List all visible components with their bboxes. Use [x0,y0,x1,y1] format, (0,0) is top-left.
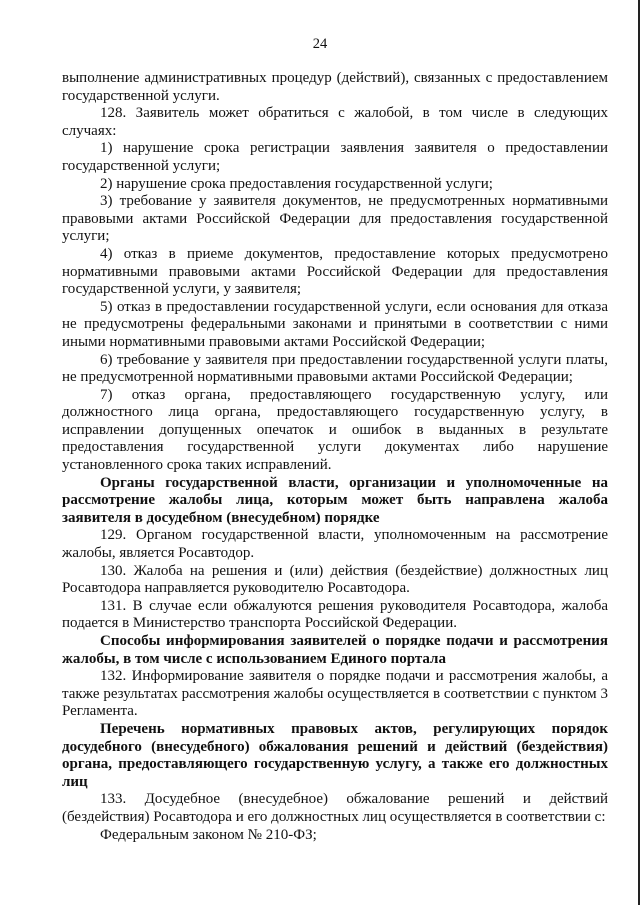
paragraph: 129. Органом государственной власти, уполномоченным на рассмотрение жалобы, является Росавтодор. [62,527,608,562]
list-item: 2) нарушение срока предоставления государственной услуги; [100,175,493,192]
paragraph: 132. Информирование заявителя о порядке подачи и рассмотрения жалобы, а также результатах рассмотрения жалобы осуществляется в соответствии с пунктом 3 Регламента. [62,668,608,720]
paragraph: Федеральным законом № 210-ФЗ; [100,826,317,843]
list-item: 7) отказ органа, предоставляющего государственную услугу, или должностного лица органа, предоставляющего государственную услугу, в исправлении допущенных опечаток и ошибок в выданных в результате предоставления государственной услуги документах либо нарушение установленного срока таких исправлений. [62,386,608,474]
section-heading: Перечень нормативных правовых актов, регулирующих порядок досудебного (внесудебного) обжалования решений и действий (бездействия) органа, предоставляющего государственную услугу, а также его должностных лиц [62,720,608,790]
list-item: 4) отказ в приеме документов, предоставление которых предусмотрено нормативными правовыми актами Российской Федерации для предоставления государственной услуги, у заявителя; [62,245,608,298]
document-body [62,70,608,844]
section-heading: Органы государственной власти, организации и уполномоченные на рассмотрение жалобы лица, которым может быть направлена жалоба заявителя в досудебном (внесудебном) порядке [62,474,608,526]
paragraph: 128. Заявитель может обратиться с жалобой, в том числе в следующих случаях: [62,105,608,139]
list-item: 1) нарушение срока регистрации заявления заявителя о предоставлении государственной услуги; [62,140,608,174]
section-heading: Способы информирования заявителей о порядке подачи и рассмотрения жалобы, в том числе с использованием Единого портала [62,633,608,667]
paragraph: 133. Досудебное (внесудебное) обжалование решений и действий (бездействия) Росавтодора и его должностных лиц осуществляется в соответствии с: [62,791,608,825]
paragraph: 131. В случае если обжалуются решения руководителя Росавтодора, жалоба подается в Министерство транспорта Российской Федерации. [62,597,608,632]
list-item: 5) отказ в предоставлении государственной услуги, если основания для отказа не предусмотрены федеральными законами и принятыми в соответствии с ними иными нормативными правовыми актами Российской Федерации; [62,298,608,350]
paragraph: выполнение административных процедур (действий), связанных с предоставлением государственной услуги. [62,70,608,104]
page-number: 24 [312,36,328,52]
list-item: 6) требование у заявителя при предоставлении государственной услуги платы, не предусмотренной нормативными правовыми актами Российской Федерации; [62,351,608,386]
list-item: 3) требование у заявителя документов, не предусмотренных нормативными правовыми актами Российской Федерации для предоставления государственной услуги; [62,193,608,245]
paragraph: 130. Жалоба на решения и (или) действия (бездействие) должностных лиц Росавтодора направляется руководителю Росавтодора. [62,562,608,597]
